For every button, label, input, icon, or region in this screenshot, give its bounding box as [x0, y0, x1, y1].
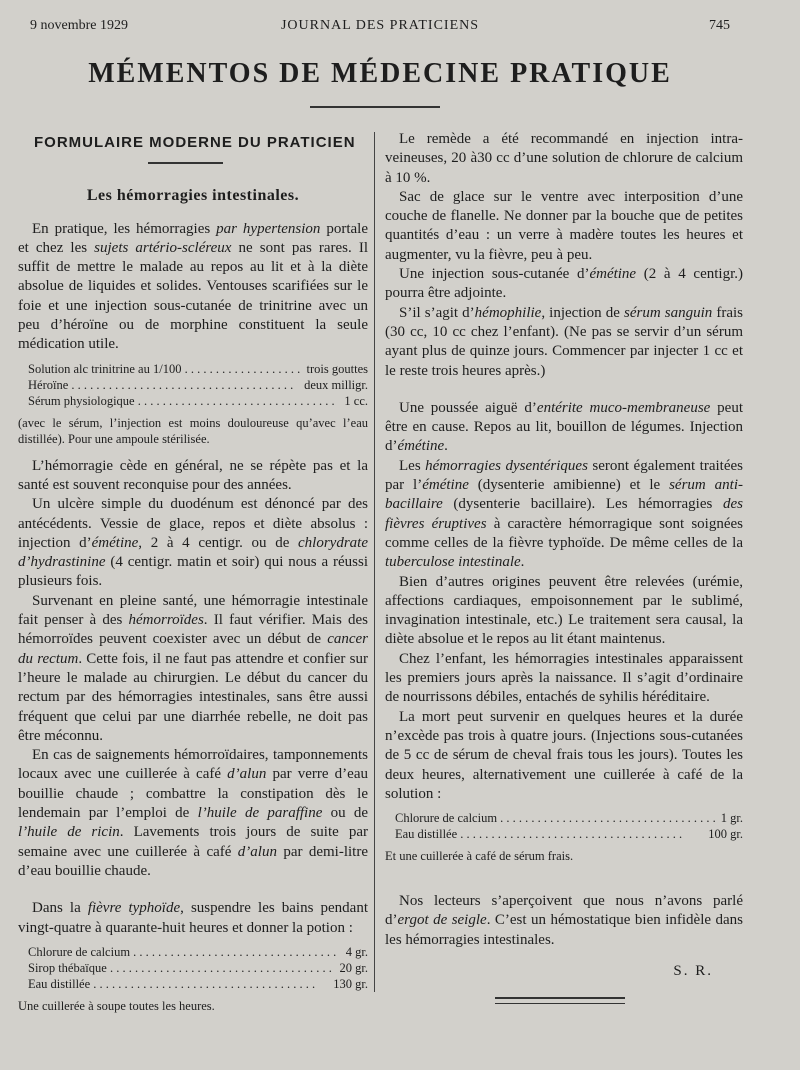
section-heading: FORMULAIRE MODERNE DU PRATICIEN [34, 134, 356, 151]
paragraph: Le remède a été recommandé en injection intra-veineuses, 20 à30 cc d’une solution de chlorure de calcium à 10 %. [385, 131, 743, 186]
prescription-row: Solution alc trinitrine au 1/100 . . . trois gouttes [28, 361, 368, 377]
prescription [28, 944, 368, 992]
right-column [385, 130, 743, 1004]
paragraph: Un ulcère simple du duodénum est dénoncé par des antécédents. Vessie de glace, repos et diète absolus : injection d’émétine, 2 à 4 centigr. ou de chlorydrate d’hydrastinine (4 centigr. matin et soir) qui nous a réussi plusieurs fois. [18, 496, 368, 590]
prescription-row: Chlorure de calcium . . . 4 gr. [28, 944, 368, 960]
paragraph: Chez l’enfant, les hémorragies intestinales apparaissent les premiers jours après la naissance. Il s’agit d’ordinaire de nourrissons débiles, entachés de syhilis héréditaire. [385, 650, 743, 706]
paragraph: Nos lecteurs s’aperçoivent que nous n’avons parlé d’ergot de seigle. C’est un hémostatique bien infidèle dans les hémorragies intestinales. [385, 893, 743, 948]
paragraph: Survenant en pleine santé, une hémorragie intestinale fait penser à des hémorroïdes. Il faut vérifier. Mais des hémorroïdes peuvent coexister avec un début de cancer du rectum. Cette fois, il ne faut pas attendre et confier sur l’heure le malade au chirurgien. Le début du cancer du rectum par des hémorragies intestinales, sans être aussi fréquent que celui par une diarrhée rebelle, ne doit pas être méconnu. [18, 592, 368, 744]
paragraph: La mort peut survenir en quelques heures et la durée n’excède pas trois à quatre jours. (Injections sous-cutanées de 5 cc de sérum de cheval frais tous les jours). Toutes les deux heures, alternativement une cuillerée à café de la solution : [385, 708, 743, 802]
prescription-row: Sirop thébaïque . . . 20 gr. [28, 960, 368, 976]
prescription-note: (avec le sérum, l’injection est moins douloureuse qu’avec l’eau distillée). Pour une ampoule stérilisée. [18, 415, 368, 446]
page-title: MÉMENTOS DE MÉDECINE PRATIQUE [88, 58, 672, 89]
prescription-row: Héroïne . . . deux milligr. [28, 377, 368, 393]
paragraph: L’hémorragie cède en général, ne se répète pas et la santé est souvent reconquise pour des années. [18, 457, 368, 493]
title-rule [310, 106, 440, 108]
column-rule [374, 132, 375, 992]
article-subheading: Les hémorragies intestinales. [86, 187, 300, 205]
prescription-note: Et une cuillerée à café de sérum frais. [385, 849, 574, 864]
end-rule [495, 997, 625, 1004]
left-column [18, 130, 368, 1024]
page-number: 745 [709, 18, 730, 33]
prescription [28, 361, 368, 409]
prescription-row: Sérum physiologique . . . 1 cc. [28, 393, 368, 409]
journal-name: JOURNAL DES PRATICIENS [280, 18, 480, 33]
prescription-row: Eau distillée . . . 100 gr. [395, 826, 743, 842]
section-rule [148, 162, 223, 164]
paragraph: En cas de saignements hémorroïdaires, tamponnements locaux avec une cuillerée à café d’alun par verre d’eau bouillie chaude ; combattre la constipation dès le lendemain par l’emploi de l’huile de paraffine ou de l’huile de ricin. Lavements trois jours de suite par semaine avec une cuillerée à café d’alun par demi-litre d’eau bouillie chaude. [18, 747, 368, 879]
author-signature: S. R. [673, 962, 713, 979]
paragraph: Une poussée aiguë d’entérite muco-membraneuse peut être en cause. Repos au lit, bouillon de légumes. Injection d’émétine. [385, 399, 743, 455]
paragraph: Bien d’autres origines peuvent être relevées (urémie, affections cardiaques, empoisonnement par le sublimé, invagination intestinale, etc.) Le traitement sera causal, la diète absolue et le repos au lit étant maintenus. [385, 573, 743, 648]
paragraph: En pratique, les hémorragies par hypertension portale et chez les sujets artério-scléreux ne sont pas rares. Il suffit de mettre le malade au repos au lit et à la diète absolue de liquides et solides. Ventouses scarifiées sur le foie et une injection sous-cutanée de trinitrine avec un peu d’héroïne ou de morphine constituent la seule médication utile. [18, 220, 368, 353]
prescription [395, 810, 743, 842]
prescription-row: Eau distillée . . . 130 gr. [28, 976, 368, 992]
paragraph: Dans la fièvre typhoïde, suspendre les bains pendant vingt-quatre à quarante-huit heures et donner la potion : [18, 900, 368, 936]
paragraph: Les hémorragies dysentériques seront également traitées par l’émétine (dysenterie amibienne) et le sérum anti-bacillaire (dysenterie bacillaire). Les hémorragies des fièvres éruptives à caractère hémorragique sont soignées comme celles de la fièvre typhoïde. De même celles de la tuberculose intestinale. [385, 457, 743, 571]
prescription-note: Une cuillerée à soupe toutes les heures. [18, 998, 215, 1013]
paragraph: S’il s’agit d’hémophilie, injection de sérum sanguin frais (30 cc, 10 cc chez l’enfant). (Ne pas se servir d’un sérum ayant plus de quinze jours. Commencer par injecter 1 cc et le reste trois heures après.) [385, 304, 743, 379]
paragraph: Une injection sous-cutanée d’émétine (2 à 4 centigr.) pourra être adjointe. [385, 266, 743, 302]
running-head [30, 18, 730, 38]
paragraph: Sac de glace sur le ventre avec interposition d’une couche de flanelle. Ne donner par la bouche que de petites quantités d’eau : un verre à madère toutes les heures et augmenter, vu la fièvre, peu à peu. [385, 188, 743, 263]
prescription-row: Chlorure de calcium . . . 1 gr. [395, 810, 743, 826]
issue-date: 9 novembre 1929 [30, 18, 128, 33]
